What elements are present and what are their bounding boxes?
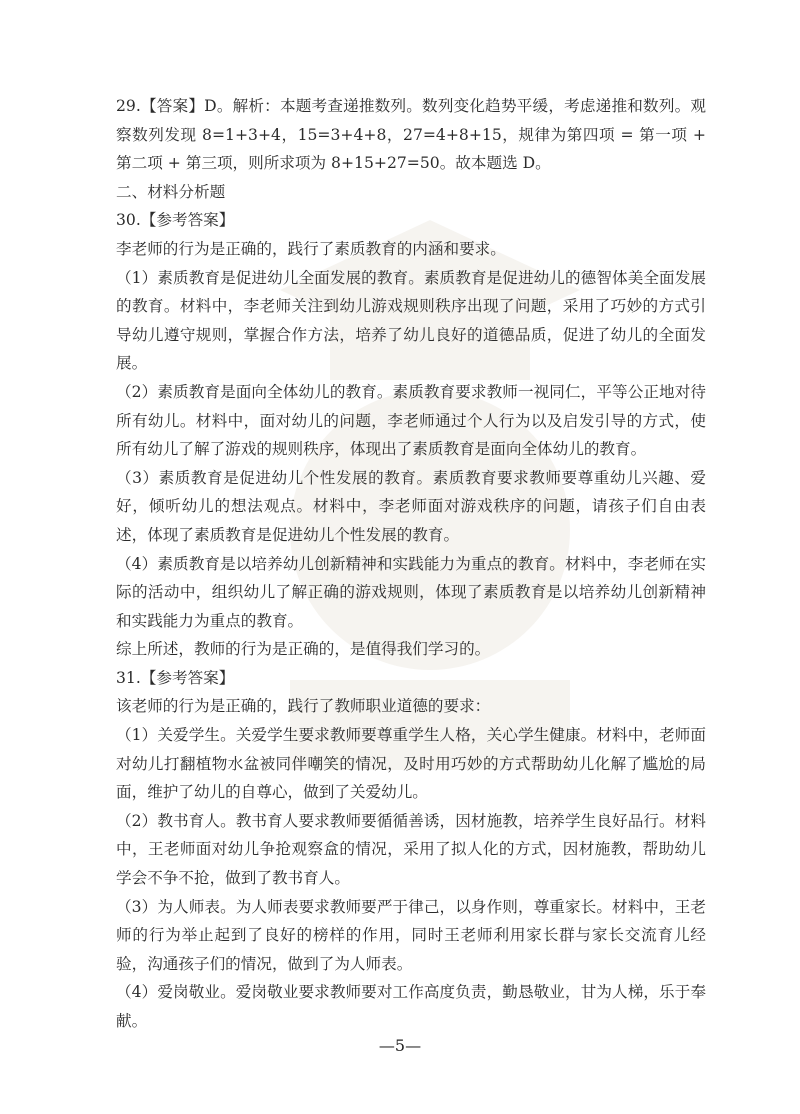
paragraph-q31-heading: 31.【参考答案】: [116, 668, 235, 687]
document-body: [116, 92, 706, 1036]
paragraph-q30-heading: 30.【参考答案】: [116, 211, 235, 230]
paragraph-q30-point-2: （2）素质教育是面向全体幼儿的教育。素质教育要求教师一视同仁，平等公正地对待所有幼儿。材料中，面对幼儿的问题，李老师通过个人行为以及启发引导的方式，使所有幼儿了解了游戏的规则秩序，体现出了素质教育是面向全体幼儿的教育。: [116, 382, 706, 459]
paragraph-q30-summary: 综上所述，教师的行为是正确的，是值得我们学习的。: [116, 640, 491, 659]
paragraph-q30-point-4: （4）素质教育是以培养幼儿创新精神和实践能力为重点的教育。材料中，李老师在实际的活动中，组织幼儿了解正确的游戏规则，体现了素质教育是以培养幼儿创新精神和实践能力为重点的教育。: [116, 554, 706, 630]
paragraph-q29-answer: 29.【答案】D。解析：本题考查递推数列。数列变化趋势平缓，考虑递推和数列。观察数列发现 8=1+3+4，15=3+4+8，27=4+8+15，规律为第四项 = 第一项 + 第二项 + 第三项，则所求项为 8+15+27=50。故本题选 D。: [116, 97, 706, 173]
paragraph-q31-point-1: （1）关爱学生。关爱学生要求教师要尊重学生人格，关心学生健康。材料中，老师面对幼儿打翻植物水盆被同伴嘲笑的情况，及时用巧妙的方式帮助幼儿化解了尴尬的局面，维护了幼儿的自尊心，做到了关爱幼儿。: [116, 726, 706, 802]
paragraph-q30-point-1: （1）素质教育是促进幼儿全面发展的教育。素质教育是促进幼儿的德智体美全面发展的教育。材料中，李老师关注到幼儿游戏规则秩序出现了问题，采用了巧妙的方式引导幼儿遵守规则，掌握合作方法，培养了幼儿良好的道德品质，促进了幼儿的全面发展。: [116, 268, 706, 373]
paragraph-q31-point-2: （2）教书育人。教书育人要求教师要循循善诱，因材施教，培养学生良好品行。材料中，王老师面对幼儿争抢观察盒的情况，采用了拟人化的方式，因材施教，帮助幼儿学会不争不抢，做到了教书育人。: [116, 811, 706, 888]
paragraph-q30-thesis: 李老师的行为是正确的，践行了素质教育的内涵和要求。: [116, 239, 506, 258]
paragraph-q31-point-4: （4）爱岗敬业。爱岗敬业要求教师要对工作高度负责，勤恳敬业，甘为人梯，乐于奉献。: [116, 983, 706, 1030]
section-heading-material-analysis: 二、材料分析题: [116, 182, 226, 201]
paragraph-q31-thesis: 该老师的行为是正确的，践行了教师职业道德的要求：: [116, 697, 491, 716]
paragraph-q31-point-3: （3）为人师表。为人师表要求教师要严于律己，以身作则，尊重家长。材料中，王老师的行为举止起到了良好的榜样的作用，同时王老师利用家长群与家长交流育儿经验，沟通孩子们的情况，做到了为人师表。: [116, 897, 706, 973]
page-number: —5—: [378, 1036, 422, 1055]
paragraph-q30-point-3: （3）素质教育是促进幼儿个性发展的教育。素质教育要求教师要尊重幼儿兴趣、爱好，倾听幼儿的想法观点。材料中，李老师面对游戏秩序的问题，请孩子们自由表述，体现了素质教育是促进幼儿个性发展的教育。: [116, 468, 706, 544]
